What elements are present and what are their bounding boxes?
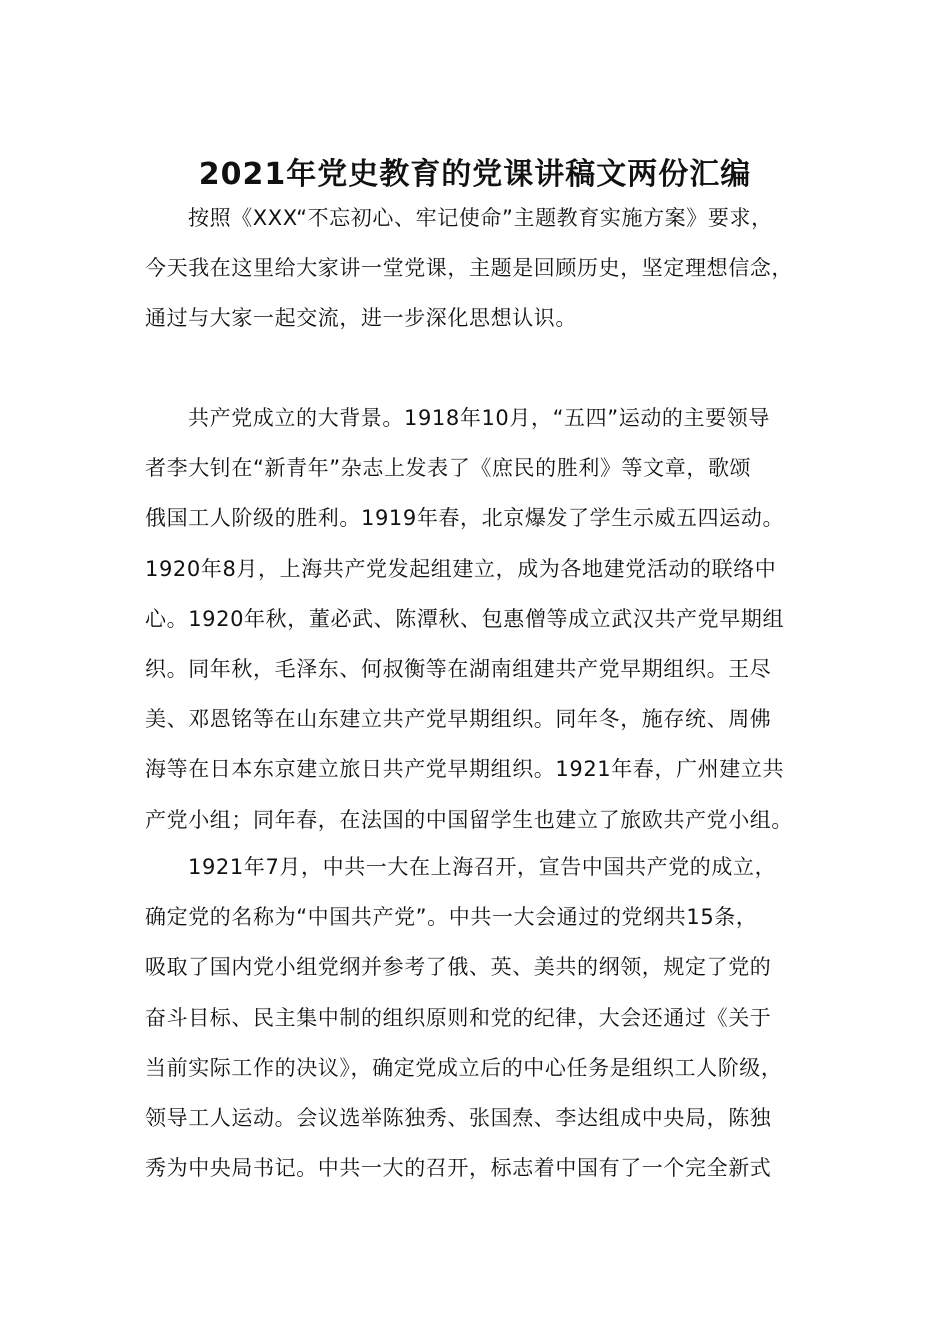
paragraph-line: 共产党成立的大背景。1918年10月，“五四”运动的主要领导 bbox=[188, 406, 770, 430]
paragraph-line: 海等在日本东京建立旅日共产党早期组织。1921年春，广州建立共 bbox=[145, 757, 785, 782]
paragraph-2 bbox=[145, 393, 815, 845]
paragraph-line: 今天我在这里给大家讲一堂党课，主题是回顾历史，坚定理想信念， bbox=[145, 256, 793, 281]
paragraph-line: 吸取了国内党小组党纲并参考了俄、英、美共的纲领，规定了党的 bbox=[145, 955, 772, 980]
paragraph-line: 领导工人运动。会议选举陈独秀、张国焘、李达组成中央局，陈独 bbox=[145, 1106, 772, 1131]
paragraph-line: 产党小组；同年春，在法国的中国留学生也建立了旅欧共产党小组。 bbox=[145, 807, 793, 832]
document-title: 2021年党史教育的党课讲稿文两份汇编 bbox=[198, 157, 752, 192]
paragraph-line: 美、邓恩铭等在山东建立共产党早期组织。同年冬，施存统、周佛 bbox=[145, 707, 772, 732]
paragraph-line: 者李大钊在“新青年”杂志上发表了《庶民的胜利》等文章，歌颂 bbox=[145, 456, 752, 481]
paragraph-line: 当前实际工作的决议》，确定党成立后的中心任务是组织工人阶级， bbox=[145, 1055, 783, 1080]
paragraph-line: 织。同年秋，毛泽东、何叔衡等在湖南组建共产党早期组织。王尽 bbox=[145, 657, 772, 682]
paragraph-line: 1920年8月，上海共产党发起组建立，成为各地建党活动的联络中 bbox=[145, 556, 777, 581]
paragraph-line: 秀为中央局书记。中共一大的召开，标志着中国有了一个完全新式 bbox=[145, 1156, 772, 1181]
paragraph-1 bbox=[145, 193, 815, 344]
paragraph-line: 奋斗目标、民主集中制的组织原则和党的纪律，大会还通过《关于 bbox=[145, 1005, 772, 1030]
paragraph-line: 通过与大家一起交流，进一步深化思想认识。 bbox=[145, 306, 577, 331]
paragraph-line: 按照《XXX“不忘初心、牢记使命”主题教育实施方案》要求， bbox=[188, 206, 773, 230]
paragraph-line: 心。1920年秋，董必武、陈潭秋、包惠僧等成立武汉共产党早期组 bbox=[145, 606, 785, 631]
paragraph-line: 确定党的名称为“中国共产党”。中共一大会通过的党纲共15条， bbox=[145, 905, 758, 930]
paragraph-line: 1921年7月，中共一大在上海召开，宣告中国共产党的成立， bbox=[188, 855, 777, 879]
paragraph-line: 俄国工人阶级的胜利。1919年春，北京爆发了学生示威五四运动。 bbox=[145, 506, 785, 531]
paragraph-3 bbox=[145, 842, 815, 1193]
